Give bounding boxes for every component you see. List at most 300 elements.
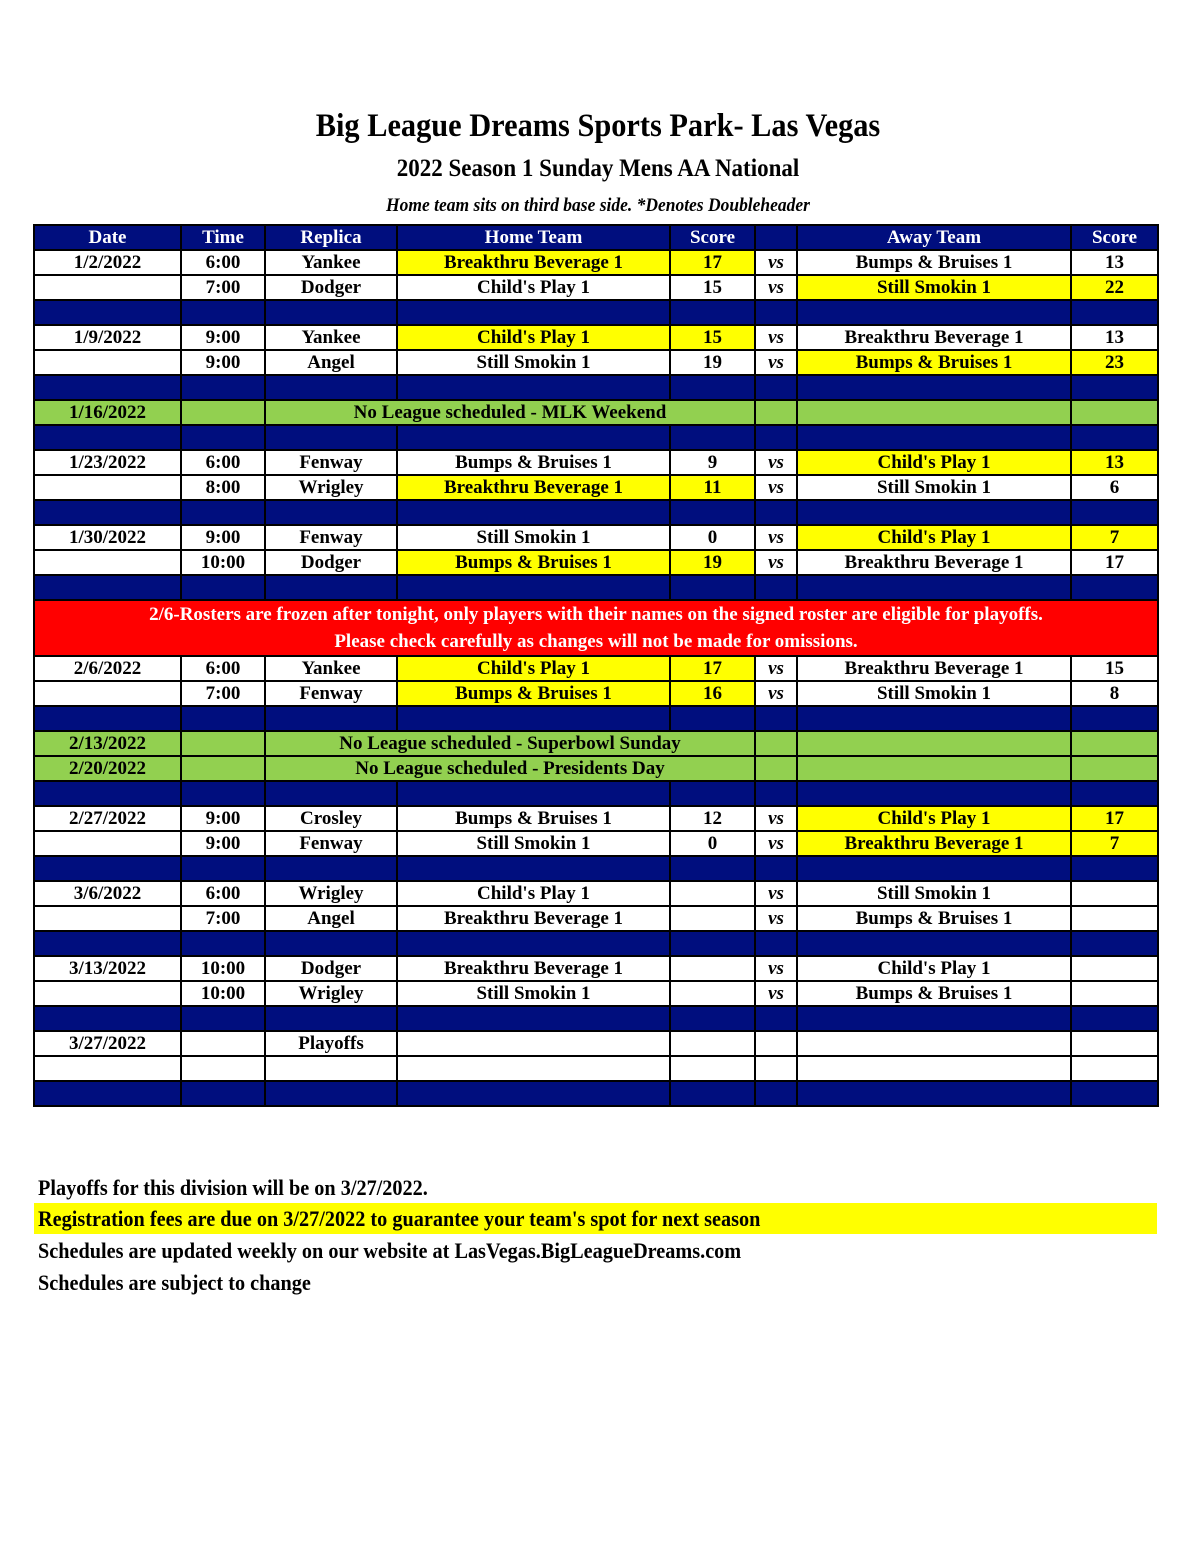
away-team-cell: Still Smokin 1	[797, 881, 1071, 906]
game-row	[34, 350, 1158, 375]
away-team-cell: Bumps & Bruises 1	[797, 350, 1071, 375]
date-cell: 2/27/2022	[34, 806, 181, 831]
spacer-cell	[755, 500, 797, 525]
spacer-cell	[755, 706, 797, 731]
replica-cell: Fenway	[265, 681, 397, 706]
spacer-cell	[34, 856, 181, 881]
spacer-cell	[797, 425, 1071, 450]
time-cell	[181, 731, 265, 756]
replica-cell: Angel	[265, 350, 397, 375]
vs-cell: vs	[755, 450, 797, 475]
spacer-cell	[265, 300, 397, 325]
spacer-row	[34, 856, 1158, 881]
spacer-cell	[265, 425, 397, 450]
spacer-cell	[397, 425, 670, 450]
away-score-cell: 17	[1071, 550, 1158, 575]
game-row	[34, 275, 1158, 300]
away-score-cell: 23	[1071, 350, 1158, 375]
vs-cell	[755, 400, 797, 425]
vs-cell: vs	[755, 250, 797, 275]
vs-cell: vs	[755, 956, 797, 981]
playoff-row	[34, 1056, 1158, 1081]
spacer-cell	[397, 781, 670, 806]
replica-cell: Fenway	[265, 525, 397, 550]
home-score-cell	[670, 906, 755, 931]
away-score-cell: 7	[1071, 525, 1158, 550]
home-score-cell: 17	[670, 656, 755, 681]
home-team-cell: Bumps & Bruises 1	[397, 681, 670, 706]
home-score-cell: 17	[670, 250, 755, 275]
vs-cell: vs	[755, 981, 797, 1006]
spacer-cell	[797, 375, 1071, 400]
spacer-cell	[181, 1006, 265, 1031]
spacer-cell	[181, 706, 265, 731]
replica-cell: Playoffs	[265, 1031, 397, 1056]
spacer-cell	[1071, 931, 1158, 956]
no-league-message: No League scheduled - Presidents Day	[265, 756, 755, 781]
away-score-cell	[1071, 400, 1158, 425]
col-header-time: Time	[181, 225, 265, 250]
away-score-cell	[1071, 906, 1158, 931]
home-team-cell: Bumps & Bruises 1	[397, 450, 670, 475]
game-row	[34, 550, 1158, 575]
spacer-cell	[1071, 1006, 1158, 1031]
spacer-cell	[755, 575, 797, 600]
spacer-cell	[34, 706, 181, 731]
time-cell: 6:00	[181, 250, 265, 275]
home-team-cell: Bumps & Bruises 1	[397, 806, 670, 831]
spacer-row	[34, 1006, 1158, 1031]
vs-cell: vs	[755, 325, 797, 350]
away-score-cell: 13	[1071, 450, 1158, 475]
vs-cell: vs	[755, 906, 797, 931]
home-team-cell: Still Smokin 1	[397, 981, 670, 1006]
spacer-cell	[397, 575, 670, 600]
game-row	[34, 881, 1158, 906]
date-cell: 3/6/2022	[34, 881, 181, 906]
vs-cell: vs	[755, 681, 797, 706]
spacer-cell	[755, 1006, 797, 1031]
spacer-cell	[797, 856, 1071, 881]
home-score-cell	[670, 956, 755, 981]
away-score-cell	[1071, 1056, 1158, 1081]
spacer-cell	[397, 375, 670, 400]
spacer-cell	[1071, 781, 1158, 806]
away-team-cell: Breakthru Beverage 1	[797, 656, 1071, 681]
spacer-cell	[397, 1006, 670, 1031]
spacer-cell	[181, 931, 265, 956]
spacer-cell	[265, 375, 397, 400]
away-team-cell: Breakthru Beverage 1	[797, 550, 1071, 575]
spacer-cell	[34, 375, 181, 400]
away-score-cell	[1071, 956, 1158, 981]
footer-playoffs-note: Playoffs for this division will be on 3/27/2022.	[38, 1175, 428, 1200]
game-row	[34, 450, 1158, 475]
home-score-cell: 19	[670, 550, 755, 575]
vs-cell: vs	[755, 550, 797, 575]
away-score-cell: 17	[1071, 806, 1158, 831]
game-row	[34, 956, 1158, 981]
home-score-cell	[670, 981, 755, 1006]
date-cell	[34, 275, 181, 300]
away-team-cell: Bumps & Bruises 1	[797, 250, 1071, 275]
spacer-cell	[265, 706, 397, 731]
time-cell: 10:00	[181, 550, 265, 575]
time-cell: 10:00	[181, 956, 265, 981]
time-cell	[181, 1031, 265, 1056]
replica-cell: Yankee	[265, 656, 397, 681]
spacer-cell	[265, 575, 397, 600]
spacer-cell	[670, 425, 755, 450]
no-league-row	[34, 756, 1158, 781]
spacer-cell	[34, 300, 181, 325]
date-cell	[34, 550, 181, 575]
time-cell	[181, 400, 265, 425]
date-cell: 1/16/2022	[34, 400, 181, 425]
date-cell: 2/6/2022	[34, 656, 181, 681]
date-cell: 2/20/2022	[34, 756, 181, 781]
vs-cell	[755, 731, 797, 756]
home-score-cell	[670, 1031, 755, 1056]
date-cell	[34, 981, 181, 1006]
away-team-cell: Still Smokin 1	[797, 681, 1071, 706]
replica-cell: Yankee	[265, 325, 397, 350]
spacer-cell	[181, 425, 265, 450]
time-cell: 7:00	[181, 681, 265, 706]
vs-cell: vs	[755, 881, 797, 906]
home-team-cell: Child's Play 1	[397, 325, 670, 350]
home-score-cell: 19	[670, 350, 755, 375]
away-score-cell: 15	[1071, 656, 1158, 681]
time-cell: 9:00	[181, 325, 265, 350]
spacer-cell	[181, 575, 265, 600]
away-score-cell: 13	[1071, 250, 1158, 275]
away-team-cell	[797, 731, 1071, 756]
footer-website-note: Schedules are updated weekly on our website at LasVegas.BigLeagueDreams.com	[38, 1238, 742, 1263]
replica-cell: Wrigley	[265, 881, 397, 906]
home-team-cell: Still Smokin 1	[397, 525, 670, 550]
schedule-table	[33, 224, 1159, 1107]
away-score-cell	[1071, 981, 1158, 1006]
spacer-cell	[181, 300, 265, 325]
date-cell	[34, 681, 181, 706]
spacer-cell	[397, 856, 670, 881]
spacer-row	[34, 300, 1158, 325]
roster-notice-line-2: Please check carefully as changes will not be made for omissions.	[334, 631, 858, 652]
away-score-cell: 7	[1071, 831, 1158, 856]
spacer-cell	[755, 931, 797, 956]
spacer-row	[34, 931, 1158, 956]
replica-cell: Yankee	[265, 250, 397, 275]
spacer-cell	[181, 781, 265, 806]
spacer-cell	[670, 1081, 755, 1106]
col-header-replica: Replica	[265, 225, 397, 250]
home-score-cell: 12	[670, 806, 755, 831]
spacer-cell	[755, 1081, 797, 1106]
home-team-cell	[397, 1056, 670, 1081]
away-team-cell	[797, 1056, 1071, 1081]
game-row	[34, 831, 1158, 856]
date-cell: 1/2/2022	[34, 250, 181, 275]
spacer-cell	[1071, 1081, 1158, 1106]
time-cell	[181, 756, 265, 781]
away-score-cell	[1071, 1031, 1158, 1056]
vs-cell: vs	[755, 475, 797, 500]
game-row	[34, 806, 1158, 831]
away-team-cell: Child's Play 1	[797, 806, 1071, 831]
spacer-cell	[34, 425, 181, 450]
spacer-cell	[181, 500, 265, 525]
vs-cell: vs	[755, 806, 797, 831]
away-team-cell: Child's Play 1	[797, 450, 1071, 475]
spacer-cell	[1071, 425, 1158, 450]
replica-cell: Crosley	[265, 806, 397, 831]
away-score-cell	[1071, 881, 1158, 906]
spacer-cell	[670, 1006, 755, 1031]
spacer-cell	[34, 1081, 181, 1106]
away-score-cell: 6	[1071, 475, 1158, 500]
time-cell: 7:00	[181, 275, 265, 300]
away-team-cell: Child's Play 1	[797, 525, 1071, 550]
date-cell: 3/13/2022	[34, 956, 181, 981]
away-score-cell	[1071, 731, 1158, 756]
spacer-cell	[1071, 375, 1158, 400]
time-cell: 8:00	[181, 475, 265, 500]
spacer-cell	[670, 500, 755, 525]
away-team-cell: Still Smokin 1	[797, 475, 1071, 500]
no-league-message: No League scheduled - MLK Weekend	[265, 400, 755, 425]
spacer-cell	[397, 931, 670, 956]
spacer-cell	[34, 1006, 181, 1031]
spacer-cell	[755, 856, 797, 881]
replica-cell	[265, 1056, 397, 1081]
away-team-cell	[797, 400, 1071, 425]
home-score-cell	[670, 1056, 755, 1081]
spacer-row	[34, 425, 1158, 450]
home-score-cell: 15	[670, 275, 755, 300]
spacer-cell	[797, 500, 1071, 525]
page-title: Big League Dreams Sports Park- Las Vegas	[315, 108, 881, 144]
home-score-cell: 9	[670, 450, 755, 475]
spacer-row	[34, 500, 1158, 525]
date-cell: 3/27/2022	[34, 1031, 181, 1056]
spacer-cell	[1071, 575, 1158, 600]
vs-cell	[755, 1056, 797, 1081]
vs-cell	[755, 756, 797, 781]
spacer-cell	[34, 931, 181, 956]
date-cell	[34, 831, 181, 856]
vs-cell: vs	[755, 350, 797, 375]
time-cell: 9:00	[181, 831, 265, 856]
date-cell	[34, 906, 181, 931]
spacer-cell	[265, 1006, 397, 1031]
spacer-cell	[755, 300, 797, 325]
no-league-row	[34, 400, 1158, 425]
time-cell: 9:00	[181, 350, 265, 375]
roster-notice-line-1: 2/6-Rosters are frozen after tonight, only players with their names on the signed roster are eligible for playoffs.	[149, 604, 1043, 625]
spacer-cell	[1071, 300, 1158, 325]
away-score-cell: 8	[1071, 681, 1158, 706]
spacer-cell	[181, 856, 265, 881]
spacer-cell	[670, 931, 755, 956]
spacer-cell	[265, 1081, 397, 1106]
spacer-cell	[755, 425, 797, 450]
spacer-cell	[1071, 706, 1158, 731]
date-cell: 2/13/2022	[34, 731, 181, 756]
date-cell: 1/23/2022	[34, 450, 181, 475]
spacer-cell	[670, 300, 755, 325]
no-league-row	[34, 731, 1158, 756]
spacer-cell	[265, 500, 397, 525]
replica-cell: Wrigley	[265, 475, 397, 500]
replica-cell: Angel	[265, 906, 397, 931]
home-score-cell: 15	[670, 325, 755, 350]
spacer-cell	[670, 781, 755, 806]
home-team-cell: Child's Play 1	[397, 275, 670, 300]
date-cell	[34, 475, 181, 500]
home-score-cell: 16	[670, 681, 755, 706]
home-team-cell: Breakthru Beverage 1	[397, 956, 670, 981]
page-subtitle: 2022 Season 1 Sunday Mens AA National	[396, 155, 800, 182]
date-cell	[34, 1056, 181, 1081]
col-header-vs	[755, 225, 797, 250]
home-team-cell: Breakthru Beverage 1	[397, 906, 670, 931]
footer-change-note: Schedules are subject to change	[38, 1270, 311, 1295]
spacer-row	[34, 375, 1158, 400]
spacer-cell	[397, 300, 670, 325]
away-team-cell: Bumps & Bruises 1	[797, 981, 1071, 1006]
spacer-cell	[34, 781, 181, 806]
time-cell: 6:00	[181, 881, 265, 906]
time-cell: 9:00	[181, 806, 265, 831]
spacer-cell	[670, 856, 755, 881]
time-cell: 10:00	[181, 981, 265, 1006]
replica-cell: Dodger	[265, 956, 397, 981]
away-score-cell: 13	[1071, 325, 1158, 350]
game-row	[34, 325, 1158, 350]
spacer-cell	[397, 1081, 670, 1106]
home-score-cell: 0	[670, 525, 755, 550]
spacer-cell	[797, 575, 1071, 600]
home-team-note: Home team sits on third base side. *Denotes Doubleheader	[386, 195, 810, 216]
game-row	[34, 250, 1158, 275]
spacer-cell	[1071, 856, 1158, 881]
col-header-home-team: Home Team	[397, 225, 670, 250]
away-team-cell: Breakthru Beverage 1	[797, 325, 1071, 350]
home-team-cell: Breakthru Beverage 1	[397, 250, 670, 275]
spacer-cell	[34, 500, 181, 525]
spacer-row	[34, 1081, 1158, 1106]
home-team-cell: Still Smokin 1	[397, 350, 670, 375]
away-team-cell	[797, 1031, 1071, 1056]
spacer-cell	[265, 931, 397, 956]
away-team-cell: Still Smokin 1	[797, 275, 1071, 300]
vs-cell: vs	[755, 656, 797, 681]
date-cell: 1/30/2022	[34, 525, 181, 550]
home-team-cell: Bumps & Bruises 1	[397, 550, 670, 575]
home-score-cell: 11	[670, 475, 755, 500]
spacer-cell	[797, 781, 1071, 806]
spacer-cell	[797, 931, 1071, 956]
col-header-away-score: Score	[1071, 225, 1158, 250]
table-header-row	[34, 225, 1158, 250]
away-team-cell: Breakthru Beverage 1	[797, 831, 1071, 856]
replica-cell: Wrigley	[265, 981, 397, 1006]
replica-cell: Fenway	[265, 450, 397, 475]
away-team-cell: Bumps & Bruises 1	[797, 906, 1071, 931]
vs-cell: vs	[755, 275, 797, 300]
vs-cell	[755, 1031, 797, 1056]
game-row	[34, 475, 1158, 500]
spacer-cell	[797, 706, 1071, 731]
vs-cell: vs	[755, 525, 797, 550]
spacer-cell	[397, 706, 670, 731]
col-header-date: Date	[34, 225, 181, 250]
game-row	[34, 906, 1158, 931]
spacer-row	[34, 781, 1158, 806]
date-cell	[34, 350, 181, 375]
spacer-cell	[670, 706, 755, 731]
replica-cell: Dodger	[265, 550, 397, 575]
spacer-cell	[797, 300, 1071, 325]
home-team-cell: Child's Play 1	[397, 656, 670, 681]
spacer-cell	[755, 375, 797, 400]
home-team-cell: Child's Play 1	[397, 881, 670, 906]
footer-registration-note: Registration fees are due on 3/27/2022 to guarantee your team's spot for next season	[38, 1206, 761, 1231]
playoff-row	[34, 1031, 1158, 1056]
col-header-home-score: Score	[670, 225, 755, 250]
spacer-cell	[181, 1081, 265, 1106]
time-cell: 7:00	[181, 906, 265, 931]
spacer-cell	[1071, 500, 1158, 525]
spacer-cell	[797, 1006, 1071, 1031]
home-team-cell	[397, 1031, 670, 1056]
spacer-cell	[181, 375, 265, 400]
spacer-row	[34, 706, 1158, 731]
no-league-message: No League scheduled - Superbowl Sunday	[265, 731, 755, 756]
home-team-cell: Breakthru Beverage 1	[397, 475, 670, 500]
spacer-cell	[265, 856, 397, 881]
date-cell: 1/9/2022	[34, 325, 181, 350]
away-team-cell	[797, 756, 1071, 781]
spacer-cell	[670, 375, 755, 400]
away-score-cell: 22	[1071, 275, 1158, 300]
away-score-cell	[1071, 756, 1158, 781]
spacer-row	[34, 575, 1158, 600]
home-score-cell	[670, 881, 755, 906]
time-cell	[181, 1056, 265, 1081]
spacer-cell	[397, 500, 670, 525]
time-cell: 9:00	[181, 525, 265, 550]
vs-cell: vs	[755, 831, 797, 856]
replica-cell: Dodger	[265, 275, 397, 300]
col-header-away-team: Away Team	[797, 225, 1071, 250]
home-team-cell: Still Smokin 1	[397, 831, 670, 856]
roster-notice-row	[34, 600, 1158, 656]
time-cell: 6:00	[181, 450, 265, 475]
game-row	[34, 681, 1158, 706]
game-row	[34, 525, 1158, 550]
spacer-cell	[755, 781, 797, 806]
spacer-cell	[265, 781, 397, 806]
home-score-cell: 0	[670, 831, 755, 856]
schedule-body	[34, 250, 1158, 1106]
spacer-cell	[34, 575, 181, 600]
spacer-cell	[797, 1081, 1071, 1106]
game-row	[34, 656, 1158, 681]
game-row	[34, 981, 1158, 1006]
roster-notice	[34, 600, 1158, 656]
